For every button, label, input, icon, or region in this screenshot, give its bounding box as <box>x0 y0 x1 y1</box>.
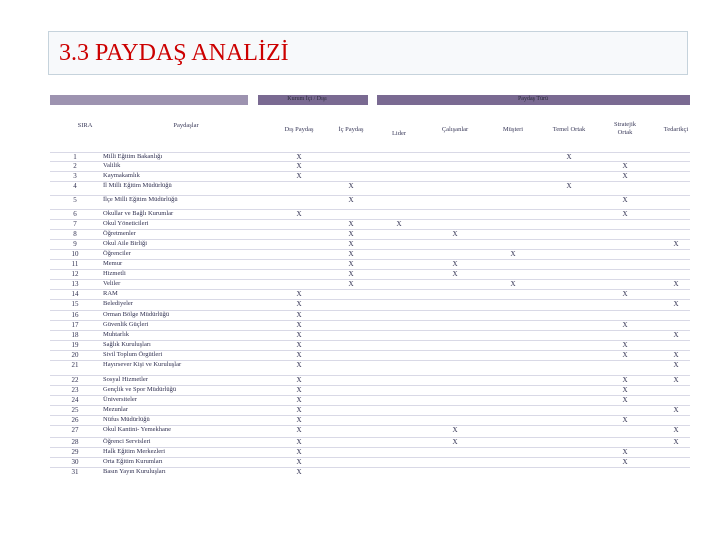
row-number: 19 <box>71 341 79 349</box>
row-number: 28 <box>71 438 79 446</box>
mark-cell: X <box>622 290 628 298</box>
mark-cell: X <box>348 182 354 190</box>
row-number: 22 <box>71 376 79 384</box>
header-bar-left <box>50 95 248 105</box>
row-divider <box>50 161 690 162</box>
slide-title: 3.3 PAYDAŞ ANALİZİ <box>59 40 289 66</box>
mark-cell: X <box>296 426 302 434</box>
row-number: 3 <box>73 172 77 180</box>
stakeholder-name: Okullar ve Bağlı Kurumlar <box>103 210 174 217</box>
stakeholder-name: Öğrenciler <box>103 250 131 257</box>
stakeholder-name: Milli Eğitim Bakanlığı <box>103 153 163 160</box>
mark-cell: X <box>296 162 302 170</box>
slide-title-box <box>48 31 688 75</box>
stakeholder-name: Okul Yöneticileri <box>103 220 149 227</box>
mark-cell: X <box>452 230 458 238</box>
row-number: 13 <box>71 280 79 288</box>
row-number: 2 <box>73 162 77 170</box>
stakeholder-name: Memur <box>103 260 123 267</box>
mark-cell: X <box>622 162 628 170</box>
column-header-3: Lider <box>391 130 407 137</box>
mark-cell: X <box>296 153 302 161</box>
mark-cell: X <box>452 260 458 268</box>
mark-cell: X <box>622 351 628 359</box>
mark-cell: X <box>622 396 628 404</box>
row-number: 7 <box>73 220 77 228</box>
row-number: 11 <box>71 260 79 268</box>
mark-cell: X <box>510 250 516 258</box>
row-number: 16 <box>71 311 79 319</box>
stakeholder-name: Üniversiteler <box>103 396 137 403</box>
mark-cell: X <box>296 290 302 298</box>
stakeholder-name: Gençlik ve Spor Müdürlüğü <box>103 386 177 393</box>
row-number: 8 <box>73 230 77 238</box>
mark-cell: X <box>296 321 302 329</box>
mark-cell: X <box>673 331 679 339</box>
row-number: 6 <box>73 210 77 218</box>
row-number: 20 <box>71 351 79 359</box>
mark-cell: X <box>348 250 354 258</box>
column-header-paydaslar: Paydaşlar <box>173 122 199 129</box>
stakeholder-name: Nüfus Müdürlüğü <box>103 416 150 423</box>
mark-cell: X <box>296 468 302 476</box>
stakeholder-name: Okul Aile Birliği <box>103 240 148 247</box>
row-number: 30 <box>71 458 79 466</box>
row-divider <box>50 171 690 172</box>
row-divider <box>50 269 690 270</box>
stakeholder-name: Hayırsever Kişi ve Kuruluşlar <box>103 361 182 368</box>
mark-cell: X <box>673 426 679 434</box>
mark-cell: X <box>296 331 302 339</box>
stakeholder-name: İlçe Milli Eğitim Müdürlüğü <box>103 196 178 203</box>
stakeholder-name: Öğrenci Servisleri <box>103 438 151 445</box>
mark-cell: X <box>296 416 302 424</box>
column-header-8: Tedarikçi <box>663 126 689 133</box>
mark-cell: X <box>452 438 458 446</box>
row-number: 21 <box>71 361 79 369</box>
mark-cell: X <box>348 196 354 204</box>
mark-cell: X <box>348 270 354 278</box>
row-number: 29 <box>71 448 79 456</box>
mark-cell: X <box>673 438 679 446</box>
mark-cell: X <box>566 182 572 190</box>
mark-cell: X <box>296 341 302 349</box>
mark-cell: X <box>296 438 302 446</box>
stakeholder-name: İl Milli Eğitim Müdürlüğü <box>103 182 172 189</box>
column-header-6: Temel Ortak <box>552 126 586 133</box>
mark-cell: X <box>296 210 302 218</box>
mark-cell: X <box>622 196 628 204</box>
mark-cell: X <box>510 280 516 288</box>
mark-cell: X <box>622 386 628 394</box>
mark-cell: X <box>296 361 302 369</box>
mark-cell: X <box>296 351 302 359</box>
mark-cell: X <box>348 220 354 228</box>
mark-cell: X <box>348 280 354 288</box>
row-number: 4 <box>73 182 77 190</box>
mark-cell: X <box>673 406 679 414</box>
mark-cell: X <box>673 240 679 248</box>
header-group-kurum: Kurum İçi / Dışı <box>287 96 327 102</box>
stakeholder-name: Kaymakamlık <box>103 172 140 179</box>
mark-cell: X <box>296 406 302 414</box>
stakeholder-name: Orman Bölge Müdürlüğü <box>103 311 170 318</box>
row-number: 31 <box>71 468 79 476</box>
column-header-7: Stratejik Ortak <box>613 121 637 136</box>
mark-cell: X <box>566 153 572 161</box>
mark-cell: X <box>296 448 302 456</box>
stakeholder-name: Veliler <box>103 280 121 287</box>
mark-cell: X <box>622 458 628 466</box>
mark-cell: X <box>622 416 628 424</box>
mark-cell: X <box>296 376 302 384</box>
mark-cell: X <box>452 426 458 434</box>
stakeholder-name: RAM <box>103 290 118 297</box>
stakeholder-name: Güvenlik Güçleri <box>103 321 149 328</box>
stakeholder-name: Mezunlar <box>103 406 128 413</box>
mark-cell: X <box>673 300 679 308</box>
mark-cell: X <box>622 376 628 384</box>
stakeholder-name: Sivil Toplum Örgütleri <box>103 351 163 358</box>
mark-cell: X <box>673 351 679 359</box>
stakeholder-name: Hizmetli <box>103 270 126 277</box>
mark-cell: X <box>296 396 302 404</box>
stakeholder-name: Sosyal Hizmetler <box>103 376 148 383</box>
row-divider <box>50 279 690 280</box>
column-header-5: Müşteri <box>502 126 524 133</box>
stakeholder-name: Sağlık Kuruluşları <box>103 341 151 348</box>
row-number: 1 <box>73 153 77 161</box>
mark-cell: X <box>673 361 679 369</box>
row-number: 23 <box>71 386 79 394</box>
mark-cell: X <box>622 341 628 349</box>
row-number: 12 <box>71 270 79 278</box>
row-number: 10 <box>71 250 79 258</box>
mark-cell: X <box>622 172 628 180</box>
mark-cell: X <box>452 270 458 278</box>
mark-cell: X <box>348 260 354 268</box>
row-number: 15 <box>71 300 79 308</box>
mark-cell: X <box>673 280 679 288</box>
mark-cell: X <box>622 448 628 456</box>
column-header-2: İç Paydaş <box>338 126 364 133</box>
stakeholder-name: Halk Eğitim Merkezleri <box>103 448 166 455</box>
mark-cell: X <box>296 311 302 319</box>
row-number: 9 <box>73 240 77 248</box>
mark-cell: X <box>622 210 628 218</box>
row-divider <box>50 249 690 250</box>
row-number: 24 <box>71 396 79 404</box>
row-divider <box>50 299 690 300</box>
column-header-sira: SIRA <box>77 122 93 129</box>
mark-cell: X <box>673 376 679 384</box>
row-number: 27 <box>71 426 79 434</box>
row-divider <box>50 229 690 230</box>
stakeholder-name: Valilik <box>103 162 121 169</box>
row-divider <box>50 395 690 396</box>
row-number: 26 <box>71 416 79 424</box>
mark-cell: X <box>296 172 302 180</box>
mark-cell: X <box>622 321 628 329</box>
row-divider <box>50 259 690 260</box>
column-header-1: Dış Paydaş <box>284 126 314 133</box>
header-group-paydas-turu: Paydaş Türü <box>517 96 549 102</box>
mark-cell: X <box>296 386 302 394</box>
mark-cell: X <box>348 230 354 238</box>
row-divider <box>50 330 690 331</box>
row-number: 25 <box>71 406 79 414</box>
mark-cell: X <box>396 220 402 228</box>
row-number: 5 <box>73 196 77 204</box>
stakeholder-name: Muhtarlık <box>103 331 129 338</box>
stakeholder-name: Öğretmenler <box>103 230 136 237</box>
row-divider <box>50 405 690 406</box>
mark-cell: X <box>296 458 302 466</box>
stakeholder-name: Orta Eğitim Kurumları <box>103 458 163 465</box>
row-divider <box>50 289 690 290</box>
row-number: 18 <box>71 331 79 339</box>
stakeholder-name: Basın Yayın Kuruluşları <box>103 468 166 475</box>
row-number: 17 <box>71 321 79 329</box>
mark-cell: X <box>348 240 354 248</box>
stakeholder-name: Okul Kantini- Yemekhane <box>103 426 172 433</box>
mark-cell: X <box>296 300 302 308</box>
column-header-4: Çalışanlar <box>441 126 469 133</box>
row-number: 14 <box>71 290 79 298</box>
stakeholder-name: Belediyeler <box>103 300 133 307</box>
